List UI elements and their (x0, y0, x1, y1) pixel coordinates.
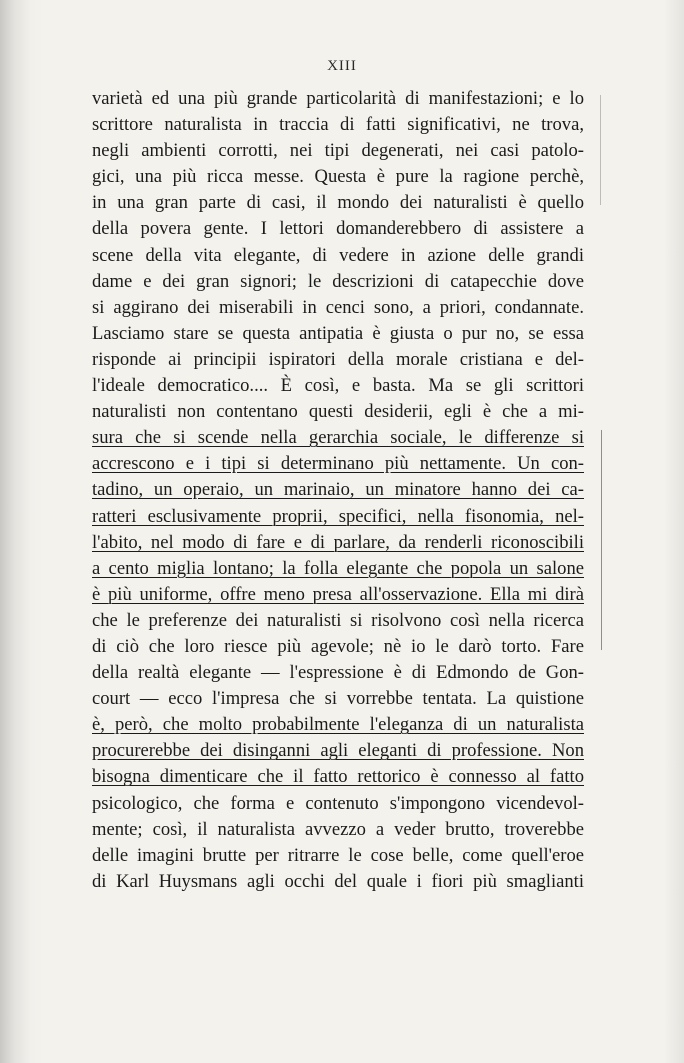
text-line-underlined: a cento miglia lontano; la folla elegante che popola un salone (92, 557, 584, 579)
text-line: naturalisti non contentano questi desiderii, egli è che a mi- (92, 401, 584, 423)
text-line-underlined: sura che si scende nella gerarchia sociale, le differenze si (92, 427, 584, 449)
text-line: della realtà elegante — l'espressione è di Edmondo de Gon- (92, 662, 584, 684)
text-line: Lasciamo stare se questa antipatia è giusta o pur no, se essa (92, 322, 584, 344)
text-line: di Karl Huysmans agli occhi del quale i fiori più smaglianti (92, 870, 584, 892)
text-line: si aggirano dei miserabili in cenci sono, a priori, condannate. (92, 296, 584, 318)
body-text (92, 86, 584, 895)
text-line: risponde ai principii ispiratori della morale cristiana e del- (92, 348, 584, 370)
text-line-underlined: ratteri esclusivamente proprii, specifici, nella fisonomia, nel- (92, 505, 584, 527)
text-line-underlined: è, però, che molto probabilmente l'eleganza di un naturalista (92, 714, 584, 736)
text-line-underlined: l'abito, nel modo di fare e di parlare, da renderli riconoscibili (92, 531, 584, 553)
text-line: delle imagini brutte per ritrarre le cose belle, come quell'eroe (92, 844, 584, 866)
text-line-underlined: bisogna dimenticare che il fatto rettorico è connesso al fatto (92, 766, 584, 788)
text-line: scrittore naturalista in traccia di fatti significativi, ne trova, (92, 114, 584, 136)
text-line-underlined: è più uniforme, offre meno presa all'osservazione. Ella mi dirà (92, 583, 584, 605)
margin-pencil-mark (593, 430, 602, 650)
text-line: varietà ed una più grande particolarità di manifestazioni; e lo (92, 88, 584, 109)
text-line: in una gran parte di casi, il mondo dei naturalisti è quello (92, 192, 584, 214)
margin-pencil-mark (596, 95, 601, 205)
text-line-underlined: procurerebbe dei disinganni agli eleganti di professione. Non (92, 740, 584, 762)
text-line: che le preferenze dei naturalisti si risolvono così nella ricerca (92, 609, 584, 631)
text-line: court — ecco l'impresa che si vorrebbe tentata. La quistione (92, 688, 584, 710)
text-line: negli ambienti corrotti, nei tipi degenerati, nei casi patolo- (92, 140, 584, 162)
text-line-underlined: tadino, un operaio, un marinaio, un minatore hanno dei ca- (92, 479, 584, 501)
text-line: gici, una più ricca messe. Questa è pure la ragione perchè, (92, 166, 584, 188)
text-line: di ciò che loro riesce più agevole; nè io le darò torto. Fare (92, 635, 584, 657)
text-line: psicologico, che forma e contenuto s'impongono vicendevol- (92, 792, 584, 814)
text-line: della povera gente. I lettori domanderebbero di assistere a (92, 218, 584, 240)
text-line-underlined: accrescono e i tipi si determinano più nettamente. Un con- (92, 453, 584, 475)
text-line: l'ideale democratico.... È così, e basta. Ma se gli scrittori (92, 375, 584, 397)
text-line: scene della vita elegante, di vedere in azione delle grandi (92, 244, 584, 266)
text-line: dame e dei gran signori; le descrizioni di catapecchie dove (92, 270, 584, 292)
page-number: XIII (327, 58, 357, 74)
text-line: mente; così, il naturalista avvezzo a veder brutto, troverebbe (92, 818, 584, 840)
